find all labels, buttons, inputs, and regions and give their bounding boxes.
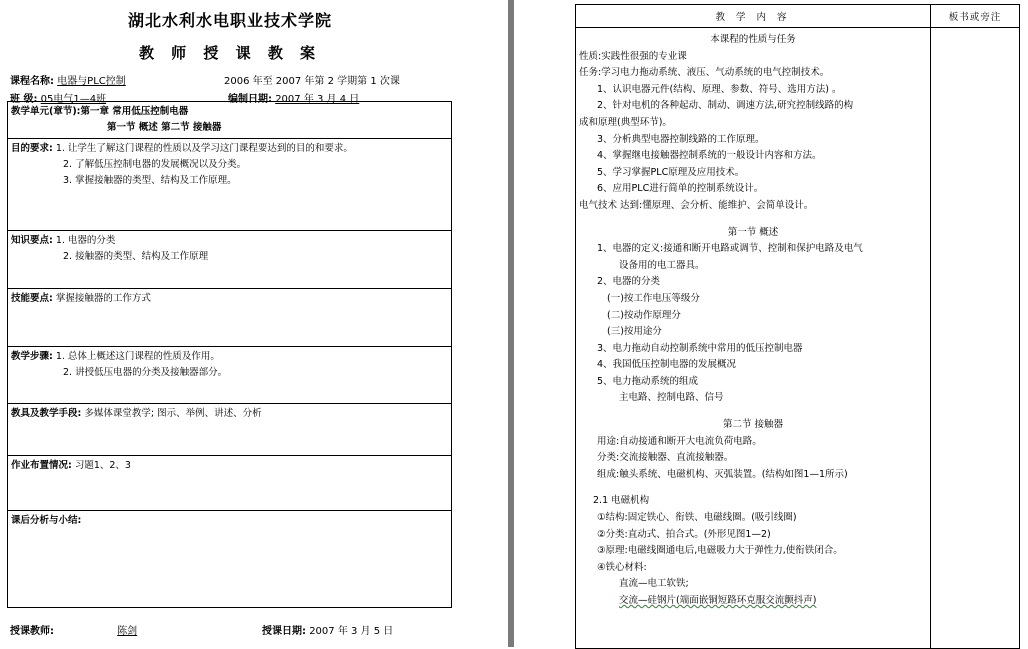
- unit-cell: [8, 102, 452, 139]
- header-content: 教 学 内 容: [576, 5, 931, 28]
- left-document-page: [0, 0, 503, 647]
- teach-date-label: 授课日期:: [262, 626, 306, 637]
- unit-line2: 第一节 概述 第二节 接触器: [107, 122, 222, 133]
- content-line: 成和原理(典型环节)。: [579, 116, 672, 128]
- line-spacer: [579, 483, 927, 493]
- teacher-label: 授课教师:: [10, 626, 54, 637]
- content-line: 5、电力拖动系统的组成: [597, 375, 699, 387]
- review-cell: [8, 511, 452, 608]
- school-title: 湖北水利水电职业技术学院: [127, 11, 332, 30]
- content-line: 电气技术 达到:懂原理、会分析、能维护、会简单设计。: [579, 199, 814, 211]
- step-item: 1. 总体上概述这门课程的性质及作用。: [55, 351, 220, 362]
- content-line: 1、认识电器元件(结构、原理、参数、符号、选用方法) 。: [597, 83, 842, 95]
- content-line: 交流—硅钢片(端面嵌铜短路环克服交流颤抖声): [619, 595, 817, 606]
- content-line: 4、掌握继电接触器控制系统的一般设计内容和方法。: [597, 150, 822, 162]
- content-line: 4、我国低压控制电器的发展概况: [597, 359, 737, 371]
- homework-label: 作业布置情况:: [11, 460, 72, 471]
- semester: 2006 年至 2007 年第 2 学期第 1 次课: [224, 76, 400, 87]
- goal-item: 3. 掌握接触器的类型、结构及工作原理。: [63, 175, 237, 186]
- date-value: 2007 年 3 月 4 日: [275, 94, 360, 105]
- content-line: 用途:自动接通和断开大电流负荷电路。: [597, 435, 762, 447]
- class-name: 05电气1—4班: [40, 94, 107, 105]
- page-divider: [508, 0, 514, 647]
- content-line: (三)按用途分: [607, 326, 662, 338]
- steps-cell: [8, 347, 452, 404]
- goal-item: 2. 了解低压控制电器的发展概况以及分类。: [63, 159, 247, 170]
- homework-cell: [8, 456, 452, 511]
- goals-cell: [8, 139, 452, 231]
- content-line: ④铁心材料:: [597, 561, 647, 573]
- teach-date: 2007 年 3 月 5 日: [309, 626, 394, 637]
- content-line: 第二节 接触器: [722, 419, 784, 431]
- content-line: 性质:实践性很强的专业课: [579, 50, 687, 62]
- class-label: 班 级:: [10, 94, 38, 105]
- skill-text: 掌握接触器的工作方式: [55, 293, 151, 304]
- teacher-name: 陈剑: [117, 626, 138, 637]
- tools-text: 多媒体课堂教学; 图示、举例、讲述、分析: [84, 408, 262, 419]
- content-line: (一)按工作电压等级分: [607, 292, 700, 304]
- teacher-line: [10, 622, 167, 637]
- unit-line1: 第一章 常用低压控制电器: [80, 106, 189, 117]
- knowledge-label: 知识要点:: [11, 235, 53, 246]
- content-line: 2、针对电机的各种起动、制动、调速方法,研究控制线路的构: [597, 100, 854, 112]
- content-line: ②分类:直动式、拍合式。(外形见图1—2): [597, 528, 771, 540]
- content-line: 1、电器的定义:接通和断开电路或调节、控制和保护电路及电气: [597, 243, 863, 255]
- content-line: (二)按动作原理分: [607, 309, 681, 321]
- knowledge-item: 2. 接触器的类型、结构及工作原理: [63, 251, 209, 262]
- homework-text: 习题1、2、3: [74, 460, 131, 471]
- content-line: 2.1 电磁机构: [593, 495, 650, 507]
- content-line: 组成:触头系统、电磁机构、灭弧装置。(结构如图1—1所示): [597, 468, 848, 480]
- skill-cell: [8, 289, 452, 347]
- notes-cell: [931, 28, 1020, 649]
- content-line: ①结构:固定铁心、衔铁、电磁线圈。(吸引线圈): [597, 512, 797, 524]
- content-line: ③原理:电磁线圈通电后,电磁吸力大于弹性力,使衔铁闭合。: [597, 545, 843, 557]
- tools-label: 教具及教学手段:: [11, 408, 82, 419]
- date-label: 编制日期:: [228, 94, 272, 105]
- skill-label: 技能要点:: [11, 293, 53, 304]
- content-line: 3、电力拖动自动控制系统中常用的低压控制电器: [597, 342, 803, 354]
- content-line: 3、分析典型电器控制线路的工作原理。: [597, 133, 765, 145]
- right-document-page: [565, 0, 1028, 647]
- step-item: 2. 讲授低压电器的分类及接触器部分。: [63, 367, 228, 378]
- line-spacer: [579, 215, 927, 225]
- review-label: 课后分析与小结:: [11, 515, 82, 526]
- goal-item: 1. 让学生了解这门课程的性质以及学习这门课程要达到的目的和要求。: [55, 143, 353, 154]
- content-line: 5、学习掌握PLC原理及应用技术。: [597, 166, 745, 178]
- content-line: 分类:交流接触器、直流接触器。: [597, 452, 734, 464]
- teach-date-line: [262, 622, 393, 637]
- course-label: 课程名称:: [10, 76, 54, 87]
- knowledge-item: 1. 电器的分类: [55, 235, 116, 246]
- doc-title: 教 师 授 课 教 案: [138, 44, 322, 62]
- course-line: [10, 72, 126, 87]
- content-line: 6、应用PLC进行简单的控制系统设计。: [597, 183, 764, 195]
- line-spacer: [579, 407, 927, 417]
- course-name: 电器与PLC控制: [57, 76, 126, 87]
- unit-label: 教学单元(章节):: [11, 106, 81, 117]
- content-line: 任务:学习电力拖动系统、液压、气动系统的电气控制技术。: [579, 67, 830, 79]
- tools-cell: [8, 404, 452, 456]
- lesson-plan-table: [7, 101, 452, 608]
- knowledge-cell: [8, 231, 452, 289]
- goal-label: 目的要求:: [11, 143, 53, 154]
- content-line: 设备用的电工器具。: [619, 259, 705, 271]
- header-notes: 板书或旁注: [931, 5, 1020, 28]
- content-line: 主电路、控制电路、信号: [619, 392, 724, 404]
- steps-label: 教学步骤:: [11, 351, 53, 362]
- content-line: 第一节 概述: [727, 226, 779, 238]
- content-line: 直流—电工软铁;: [619, 578, 689, 590]
- content-line: 2、电器的分类: [597, 276, 661, 288]
- content-line: 本课程的性质与任务: [710, 34, 796, 45]
- content-table: [575, 4, 1020, 649]
- content-cell: [576, 28, 931, 649]
